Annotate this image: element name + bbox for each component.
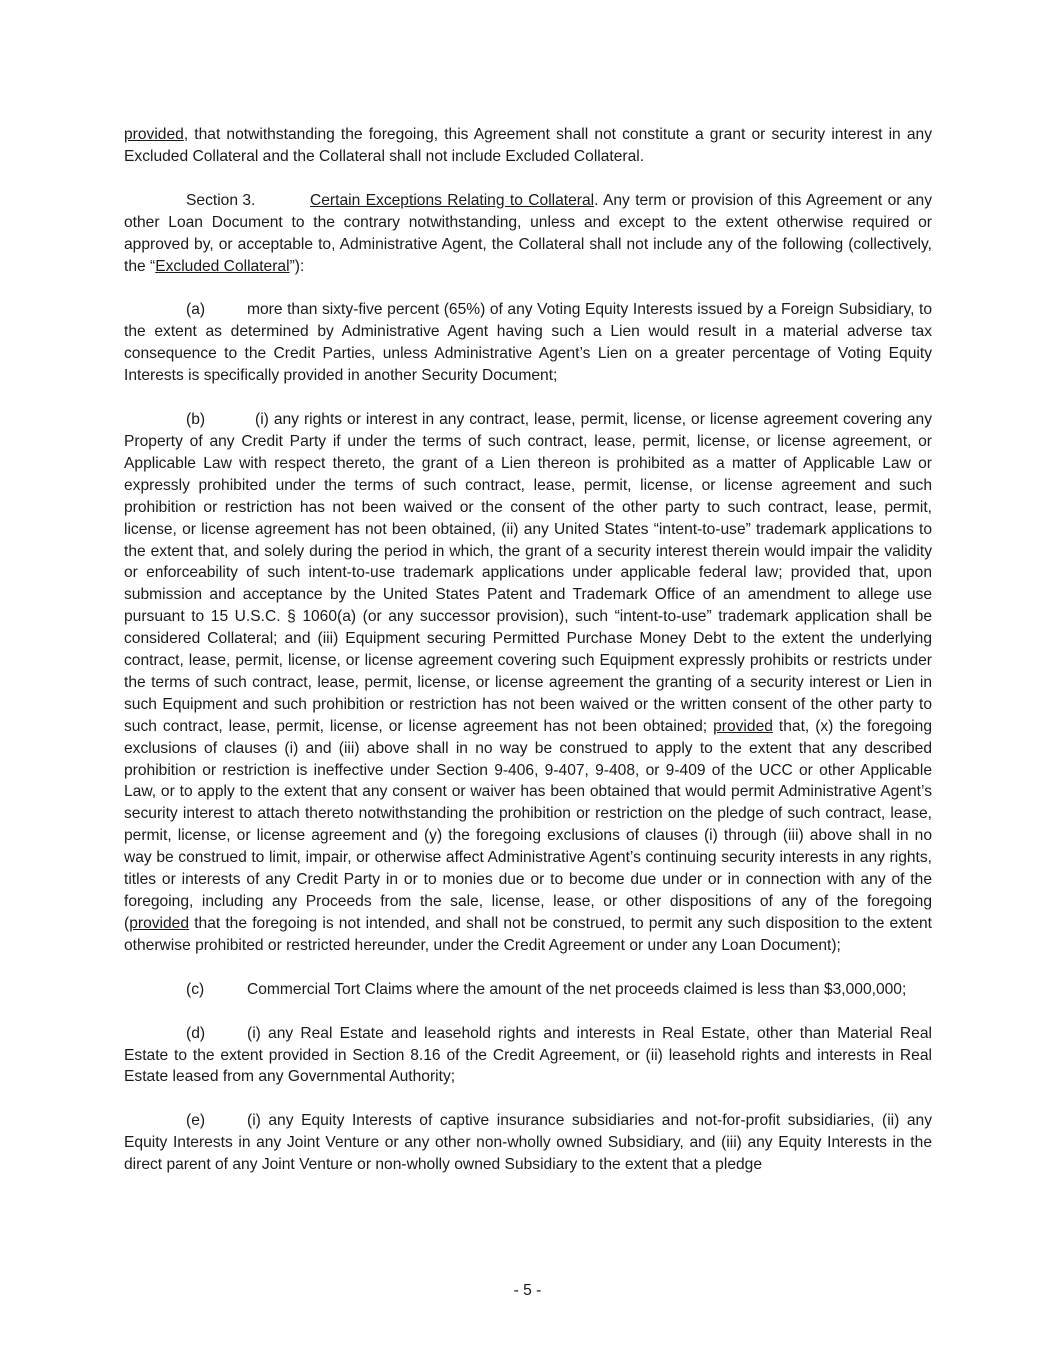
intro-text: , that notwithstanding the foregoing, this Agreement shall not constitute a grant or security interest in any Excluded Collateral and the Collateral shall not include Excluded Collateral. (124, 126, 932, 165)
clause-a-text: more than sixty-five percent (65%) of any Voting Equity Interests issued by a Foreign Subsidiary, to the extent as determined by Administrative Agent having such a Lien would result in a material adverse tax consequence to the Credit Parties, unless Administrative Agent’s Lien on a greater percentage of Voting Equity Interests is specifically provided in another Security Document; (124, 301, 932, 385)
clause-b (124, 409, 932, 957)
clause-a-label: (a) (186, 301, 206, 319)
clause-e-label: (e) (186, 1112, 206, 1130)
defined-term: Excluded Collateral (155, 257, 290, 275)
page-number: - 5 - (513, 1282, 542, 1299)
clause-b-label: (b) (186, 411, 206, 429)
section-text-b: ”): (289, 257, 305, 275)
clause-d (124, 1023, 932, 1089)
clause-c (124, 979, 932, 1001)
provided-term: provided (129, 914, 190, 932)
clause-c-label: (c) (186, 980, 205, 998)
document-page (124, 124, 932, 1198)
section-text-a: . Any term or provision of this Agreement or any other Loan Document to the contrary notwithstanding, unless and except to the extent otherwise required or approved by, or acceptable to, Administrative Agent, the Collateral shall not include any of the following (collectively, the “ (124, 191, 932, 275)
clause-b-text-1: (i) any rights or interest in any contract, lease, permit, license, or license agreement covering any Property of any Credit Party if under the terms of such contract, lease, permit, license, or license agreement, or Applicable Law with respect thereto, the grant of a Lien thereon is prohibited as a matter of Applicable Law or expressly prohibited under the terms of such contract, lease, permit, license, or license agreement and such prohibition or restriction has not been waived or the consent of the other party to such contract, lease, permit, license, or license agreement has not been obtained, (ii) any United States “intent-to-use” trademark applications to the extent that, and solely during the period in which, the grant of a security interest therein would impair the validity or enforceability of such intent-to-use trademark applications under applicable federal law; provided that, upon submission and acceptance by the United States Patent and Trademark Office of an amendment to allege use pursuant to 15 U.S.C. § 1060(a) (or any successor provision), such “intent-to-use” trademark application shall be considered Collateral; and (iii) Equipment securing Permitted Purchase Money Debt to the extent the underlying contract, lease, permit, license, or license agreement covering such Equipment expressly prohibits or restricts under the terms of such contract, lease, permit, license, or license agreement the granting of a security interest or Lien in such Equipment and such prohibition or restriction has not been waived or the written consent of the other party to such contract, lease, permit, license, or license agreement has not been obtained; (124, 411, 932, 735)
clause-c-text: Commercial Tort Claims where the amount of the net proceeds claimed is less than $3,000,000; (247, 980, 907, 998)
clause-b-text-3: that the foregoing is not intended, and shall not be construed, to permit any such disposition to the extent otherwise prohibited or restricted hereunder, under the Credit Agreement or under any Loan Document); (124, 914, 932, 954)
clause-a (124, 299, 932, 387)
section-3-paragraph (124, 190, 932, 278)
section-heading: Certain Exceptions Relating to Collateral (310, 191, 595, 209)
clause-b-text-2: that, (x) the foregoing exclusions of clauses (i) and (iii) above shall in no way be construed to apply to the extent that any described prohibition or restriction is ineffective under Section 9-406, 9-407, 9-408, or 9-409 of the UCC or other Applicable Law, or to apply to the extent that any consent or waiver has been obtained that would permit Administrative Agent’s security interest to attach thereto notwithstanding the prohibition or restriction on the pledge of such contract, lease, permit, license, or license agreement and (y) the foregoing exclusions of clauses (i) through (iii) above shall in no way be construed to limit, impair, or otherwise affect Administrative Agent’s continuing security interests in any rights, titles or interests of any Credit Party in or to monies due or to become due under or in connection with any of the foregoing, including any Proceeds from the sale, license, lease, or other dispositions of any of the foregoing ( (124, 717, 933, 932)
provided-term: provided (124, 126, 184, 143)
clause-d-label: (d) (186, 1024, 206, 1042)
clause-d-text: (i) any Real Estate and leasehold rights and interests in Real Estate, other than Material Real Estate to the extent provided in Section 8.16 of the Credit Agreement, or (ii) leasehold rights and interests in Real Estate leased from any Governmental Authority; (124, 1024, 932, 1086)
intro-paragraph (124, 124, 932, 168)
clause-e (124, 1110, 932, 1176)
section-number: Section 3. (186, 191, 256, 209)
provided-term: provided (713, 717, 773, 735)
clause-e-text: (i) any Equity Interests of captive insurance subsidiaries and not-for-profit subsidiaries, (ii) any Equity Interests in any Joint Venture or any other non-wholly owned Subsidiary, and (iii) any Equity Interests in the direct parent of any Joint Venture or non-wholly owned Subsidiary to the extent that a pledge (124, 1112, 932, 1174)
